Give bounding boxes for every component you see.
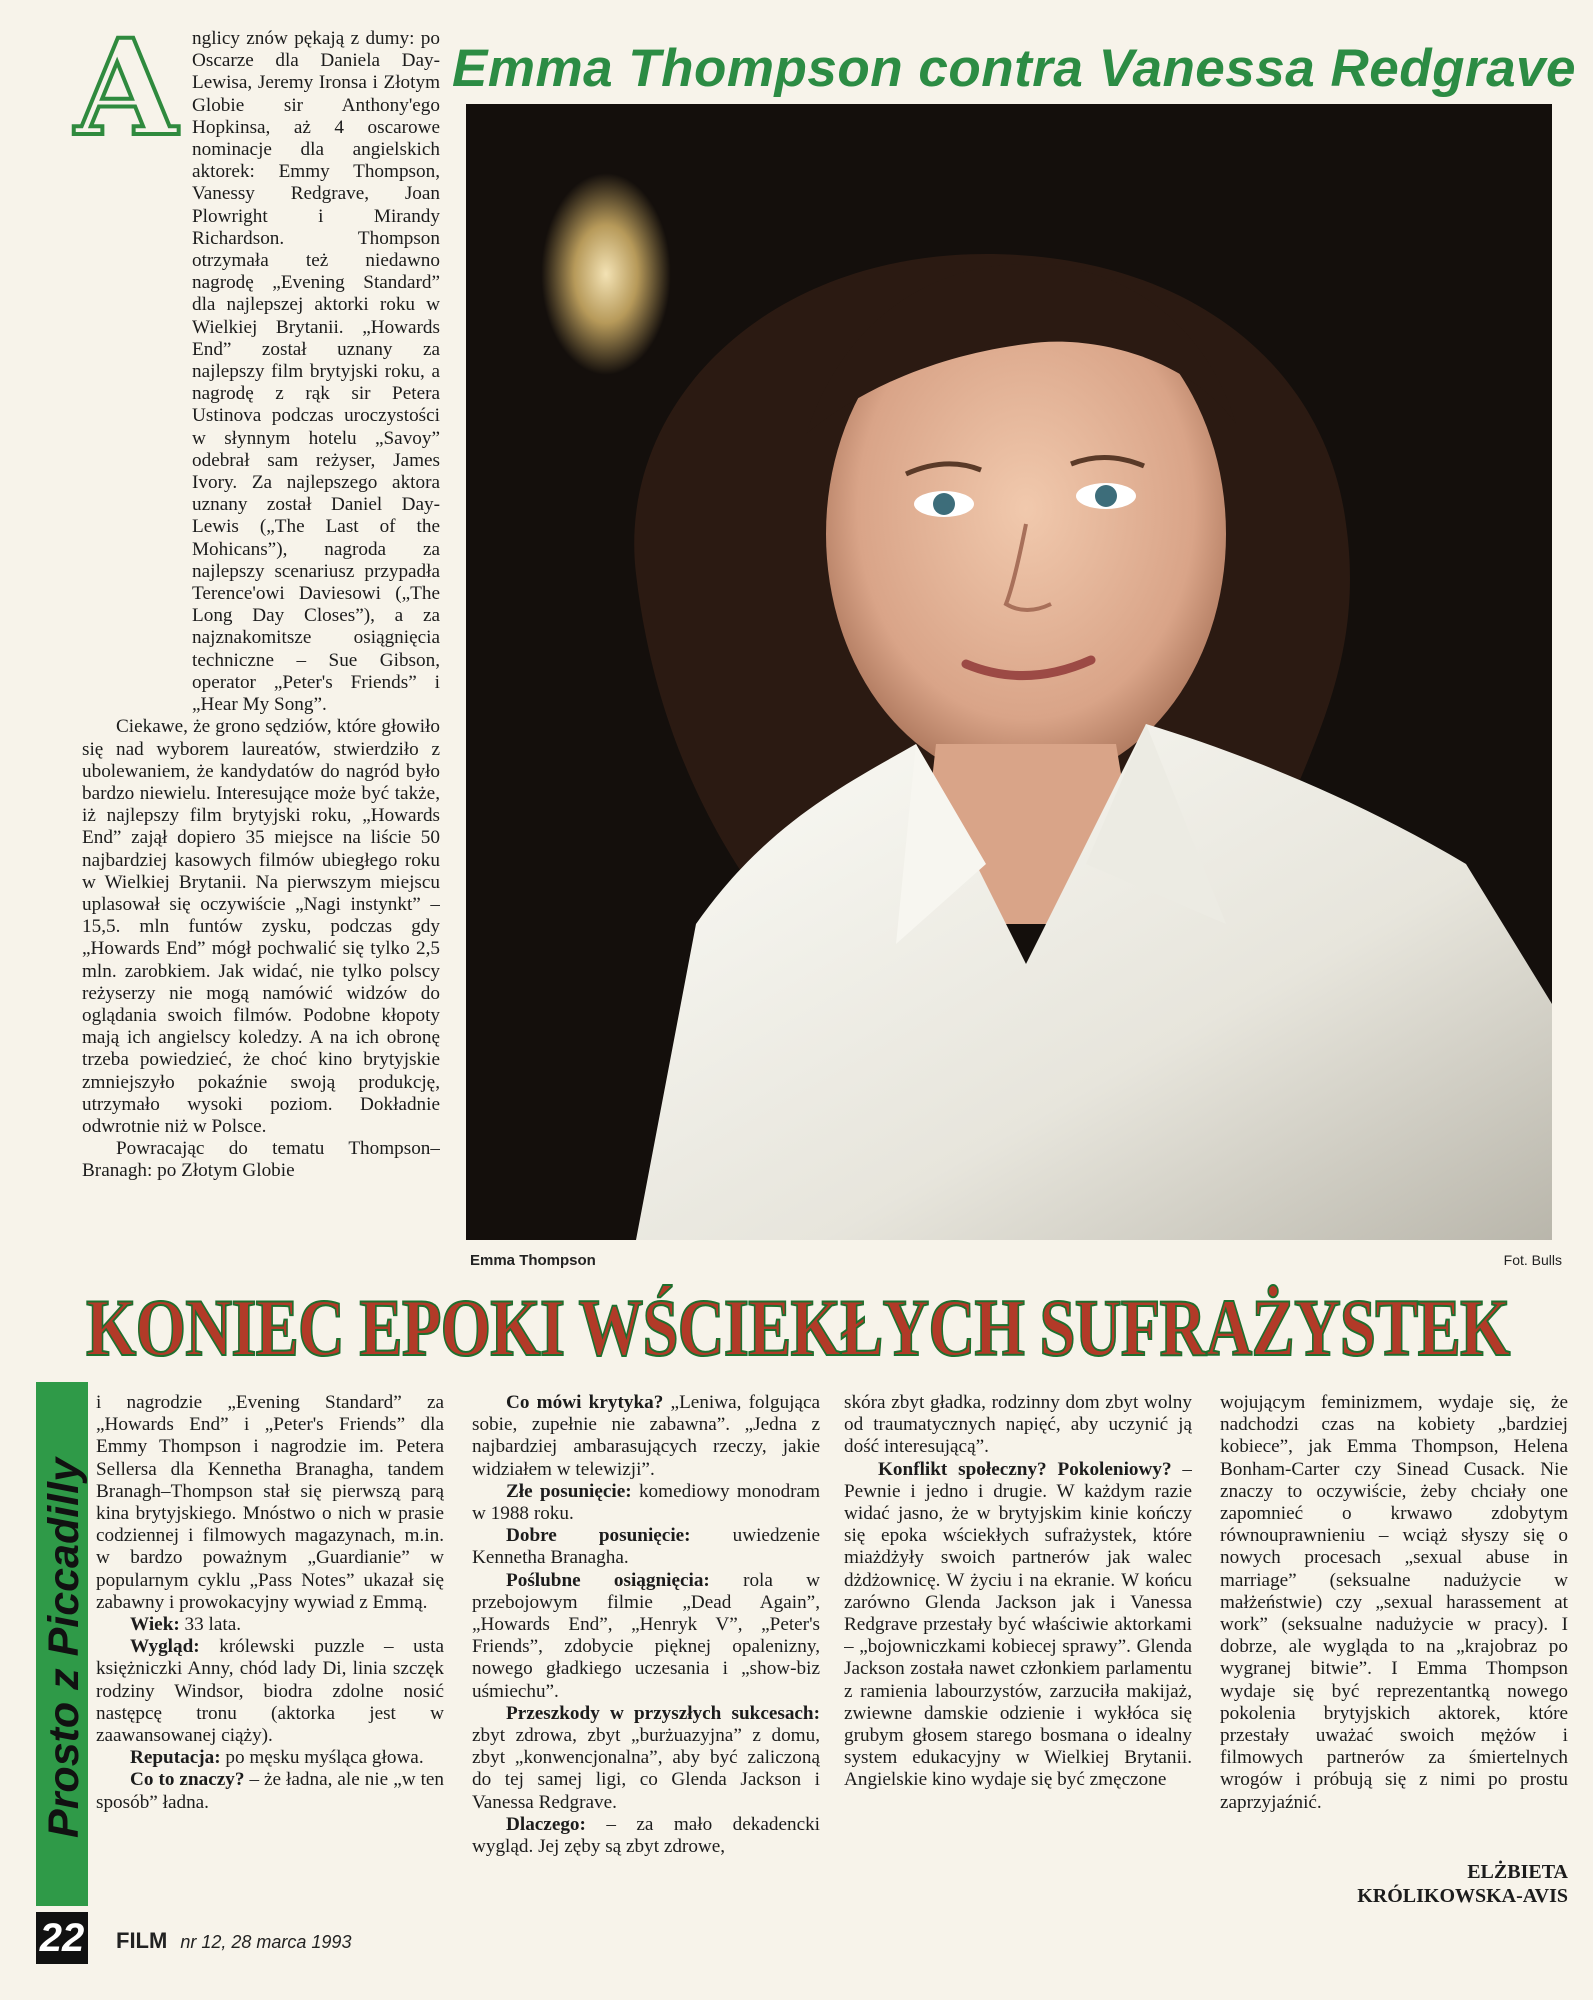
col1-paragraph: i nagrodzie „Evening Standard” za „Howards End” i „Peter's Friends” dla Emmy Thompson i nagrodzie im. Petera Sellersa dla Kennetha Branagha, tandem Branagh–Thompson stał się pierwszą parą kina brytyjskiego. Mnóstwo o nich w prasie codziennej i filmowych magazynach, m.in. w bardzo poważnym „Guardianie” w popularnym cyklu „Pass Notes” ukazał się zabawny i prowokacyjny wywiad z Emmą. xyxy=(96,1392,444,1613)
col1-wyglad xyxy=(96,1636,444,1747)
col2-krytyka xyxy=(472,1392,820,1481)
konflikt-text: – Pewnie i jedno i drugie. W każdym razie widać jasno, że w brytyjskim kinie kończy się epoka wściekłych sufrażystek, które miażdżyły swoich partnerów jak walec dżdżownicę. W życiu i na ekranie. W końcu zarówno Glenda Jackson jak i Vanessa Redgrave przestały być właściwie aktorkami – „bojowniczkami kobiecej sprawy”. Glenda Jackson została nawet członkiem parlamentu z ramienia labourzystów, zarzuciła makijaż, zwiewne damskie odzienie i wykłóca się grubym głosem starego bosmana o idealny system edukacyjny w Wielkiej Brytanii. Angielskie kino wydaje się być zmęczone xyxy=(844,1458,1192,1791)
zle-text: komediowy monodram w 1988 roku. xyxy=(472,1480,820,1525)
przeszkody-text: zbyt zdrowa, zbyt „burżuazyjna” z domu, zbyt „konwencjonalna”, aby być zaliczoną do tej samej ligi, co Glenda Jackson i Vanessa Redgrave. xyxy=(472,1725,820,1813)
drop-cap: A xyxy=(74,11,178,166)
col1-co xyxy=(96,1769,444,1813)
dobre-label: Dobre posunięcie: xyxy=(506,1525,691,1547)
wiek-text: 33 lata. xyxy=(184,1614,242,1636)
krytyka-label: Co mówi krytyka? xyxy=(506,1392,664,1413)
col2-dobre xyxy=(472,1525,820,1569)
page-number: 22 xyxy=(36,1912,88,1964)
poslubne-text: rola w przebojowym filmie „Dead Again”, „Howards End”, „Henryk V”, „Peter's Friends”, zdobycie pięknej opalenizny, nowego gładkiego uczesania i „show-biz uśmiechu”. xyxy=(472,1569,820,1702)
zle-label: Złe posunięcie: xyxy=(506,1480,632,1502)
portrait-photo xyxy=(466,104,1552,1240)
wyglad-label: Wygląd: xyxy=(130,1636,200,1658)
dlaczego-label: Dlaczego: xyxy=(506,1813,586,1835)
wiek-label: Wiek: xyxy=(130,1614,180,1636)
article-column-3 xyxy=(844,1392,1192,1912)
intro-paragraph-1: nglicy znów pękają z dumy: po Oscarze dla Daniela Day-Lewisa, Jeremy Ironsa i Złotym Globie sir Anthony'ego Hopkinsa, aż 4 oscarowe nominacje dla angielskich aktorek: Emmy Thompson, Vanessy Redgrave, Joan Plowright i Mirandy Richardson. Thompson otrzymała też niedawno nagrodę „Evening Standard” dla najlepszej aktorki roku w Wielkiej Brytanii. „Howards End” został uznany za najlepszy film brytyjski roku, a nagrodę z rąk sir Petera Ustinova podczas uroczystości w słynnym hotelu „Savoy” odebrał sam reżyser, James Ivory. Za najlepszego aktora uznany został Daniel Day-Lewis („The Last of the Mohicans”), nagroda za najlepszy scenariusz przypadła Terence'owi Daviesowi („The Long Day Closes”), a za najznakomitsze osiągnięcia techniczne – Sue Gibson, operator „Peter's Friends” i „Hear My Song”. xyxy=(192,28,440,716)
col2-poslubne xyxy=(472,1570,820,1703)
col1-reputacja xyxy=(96,1747,444,1769)
photo-caption: Emma Thompson xyxy=(470,1252,596,1269)
col1-wiek xyxy=(96,1614,444,1636)
magazine-name: FILM xyxy=(116,1928,168,1953)
col3-paragraph: skóra zbyt gładka, rodzinny dom zbyt wolny od traumatycznych napięć, aby uczynić ją dość interesującą”. xyxy=(844,1392,1192,1458)
reputacja-text: po męsku myśląca głowa. xyxy=(225,1747,424,1769)
dlaczego-text: – za mało dekadencki wygląd. Jej zęby są zbyt zdrowe, xyxy=(472,1813,820,1858)
przeszkody-label: Przeszkody w przyszłych sukcesach: xyxy=(506,1702,820,1724)
co-label: Co to znaczy? xyxy=(130,1769,245,1791)
byline-first-name: ELŻBIETA xyxy=(1467,1861,1568,1883)
main-title: KONIEC EPOKI WŚCIEKŁYCH SUFRAŻYSTEK xyxy=(86,1282,1510,1373)
co-text: – że ładna, ale nie „w ten sposób” ładna. xyxy=(96,1769,444,1813)
issue-info: nr 12, 28 marca 1993 xyxy=(180,1932,352,1952)
author-byline xyxy=(1260,1860,1568,1912)
col3-konflikt xyxy=(844,1459,1192,1792)
dobre-text: uwiedzenie Kennetha Branagha. xyxy=(472,1525,820,1569)
article-column-4 xyxy=(1220,1392,1568,1852)
reputacja-label: Reputacja: xyxy=(130,1747,221,1769)
article-column-2 xyxy=(472,1392,820,1912)
section-label: Prosto z Piccadilly xyxy=(40,1458,88,1838)
col2-zle xyxy=(472,1481,820,1525)
intro-column xyxy=(82,28,440,1250)
wyglad-text: królewski puzzle – usta księżniczki Anny, chód lady Di, linia szczęk rodziny Windsor, biodra zdolne nosić następcę tronu (aktorka jest w zaawansowanej ciąży). xyxy=(96,1636,444,1747)
col2-dlaczego xyxy=(472,1814,820,1858)
konflikt-label: Konflikt społeczny? Pokoleniowy? xyxy=(878,1458,1172,1480)
intro-paragraph-3: Powracając do tematu Thompson–Branagh: po Złotym Globie xyxy=(82,1138,440,1182)
intro-paragraph-2: Ciekawe, że grono sędziów, które głowiło się nad wyborem laureatów, stwierdziło z ubolewaniem, że kandydatów do nagród było bardzo niewielu. Interesujące może być także, iż najlepszy film brytyjski roku, „Howards End” zajął dopiero 35 miejsce na liście 50 najbardziej kasowych filmów ubiegłego roku w Wielkiej Brytanii. Na pierwszym miejscu uplasował się oczywiście „Nagi instynkt” – 15,5. mln funtów zysku, podczas gdy „Howards End” mógł pochwalić się tylko 2,5 mln. zarobkiem. Jak widać, nie tylko polscy reżyserzy nie mogą namówić widzów do oglądania swoich filmów. Podobne kłopoty mają ich angielscy koledzy. A na ich obronę trzeba powiedzieć, że choć kino brytyjskie zmniejszyło pokaźnie swoją produkcję, utrzymało wysoki poziom. Dokładnie odwrotnie niż w Polsce. xyxy=(82,716,440,1137)
article-column-1 xyxy=(96,1392,444,1912)
krytyka-text: „Leniwa, folgująca sobie, zupełnie nie zabawna”. „Jedna z najbardziej ambarasujących rzeczy, jakie widziałem w telewizji”. xyxy=(472,1392,820,1480)
byline-last-name: KRÓLIKOWSKA-AVIS xyxy=(1357,1885,1568,1907)
col4-paragraph: wojującym feminizmem, wydaje się, że nadchodzi czas na kobiety „bardziej kobiece”, jak Emma Thompson, Helena Bonham-Carter czy Sinead Cusack. Nie znaczy to oczywiście, żeby chciały one zapomnieć o krwawo zdobytym równouprawnieniu – wciąż słyszy się o nowych procesach „sexual abuse in marriage” (seksualne nadużycie w małżeństwie) czy „sexual harassement at work” (seksualne nadużycie w pracy). I dobrze, ale wygląda to na „krajobraz po wygranej bitwie”. I Emma Thompson wydaje się być reprezentantką nowego pokolenia brytyjskich aktorek, które przestały uważać swoich mężów i filmowych partnerów za śmiertelnych wrogów i próbują się z nimi po prostu zaprzyjaźnić. xyxy=(1220,1392,1568,1813)
portrait-illustration xyxy=(466,104,1552,1240)
col2-przeszkody xyxy=(472,1703,820,1814)
poslubne-label: Poślubne osiągnięcia: xyxy=(506,1569,710,1591)
footer xyxy=(116,1928,516,1958)
headline: Emma Thompson contra Vanessa Redgrave xyxy=(452,39,1576,98)
photo-credit: Fot. Bulls xyxy=(1503,1252,1562,1268)
